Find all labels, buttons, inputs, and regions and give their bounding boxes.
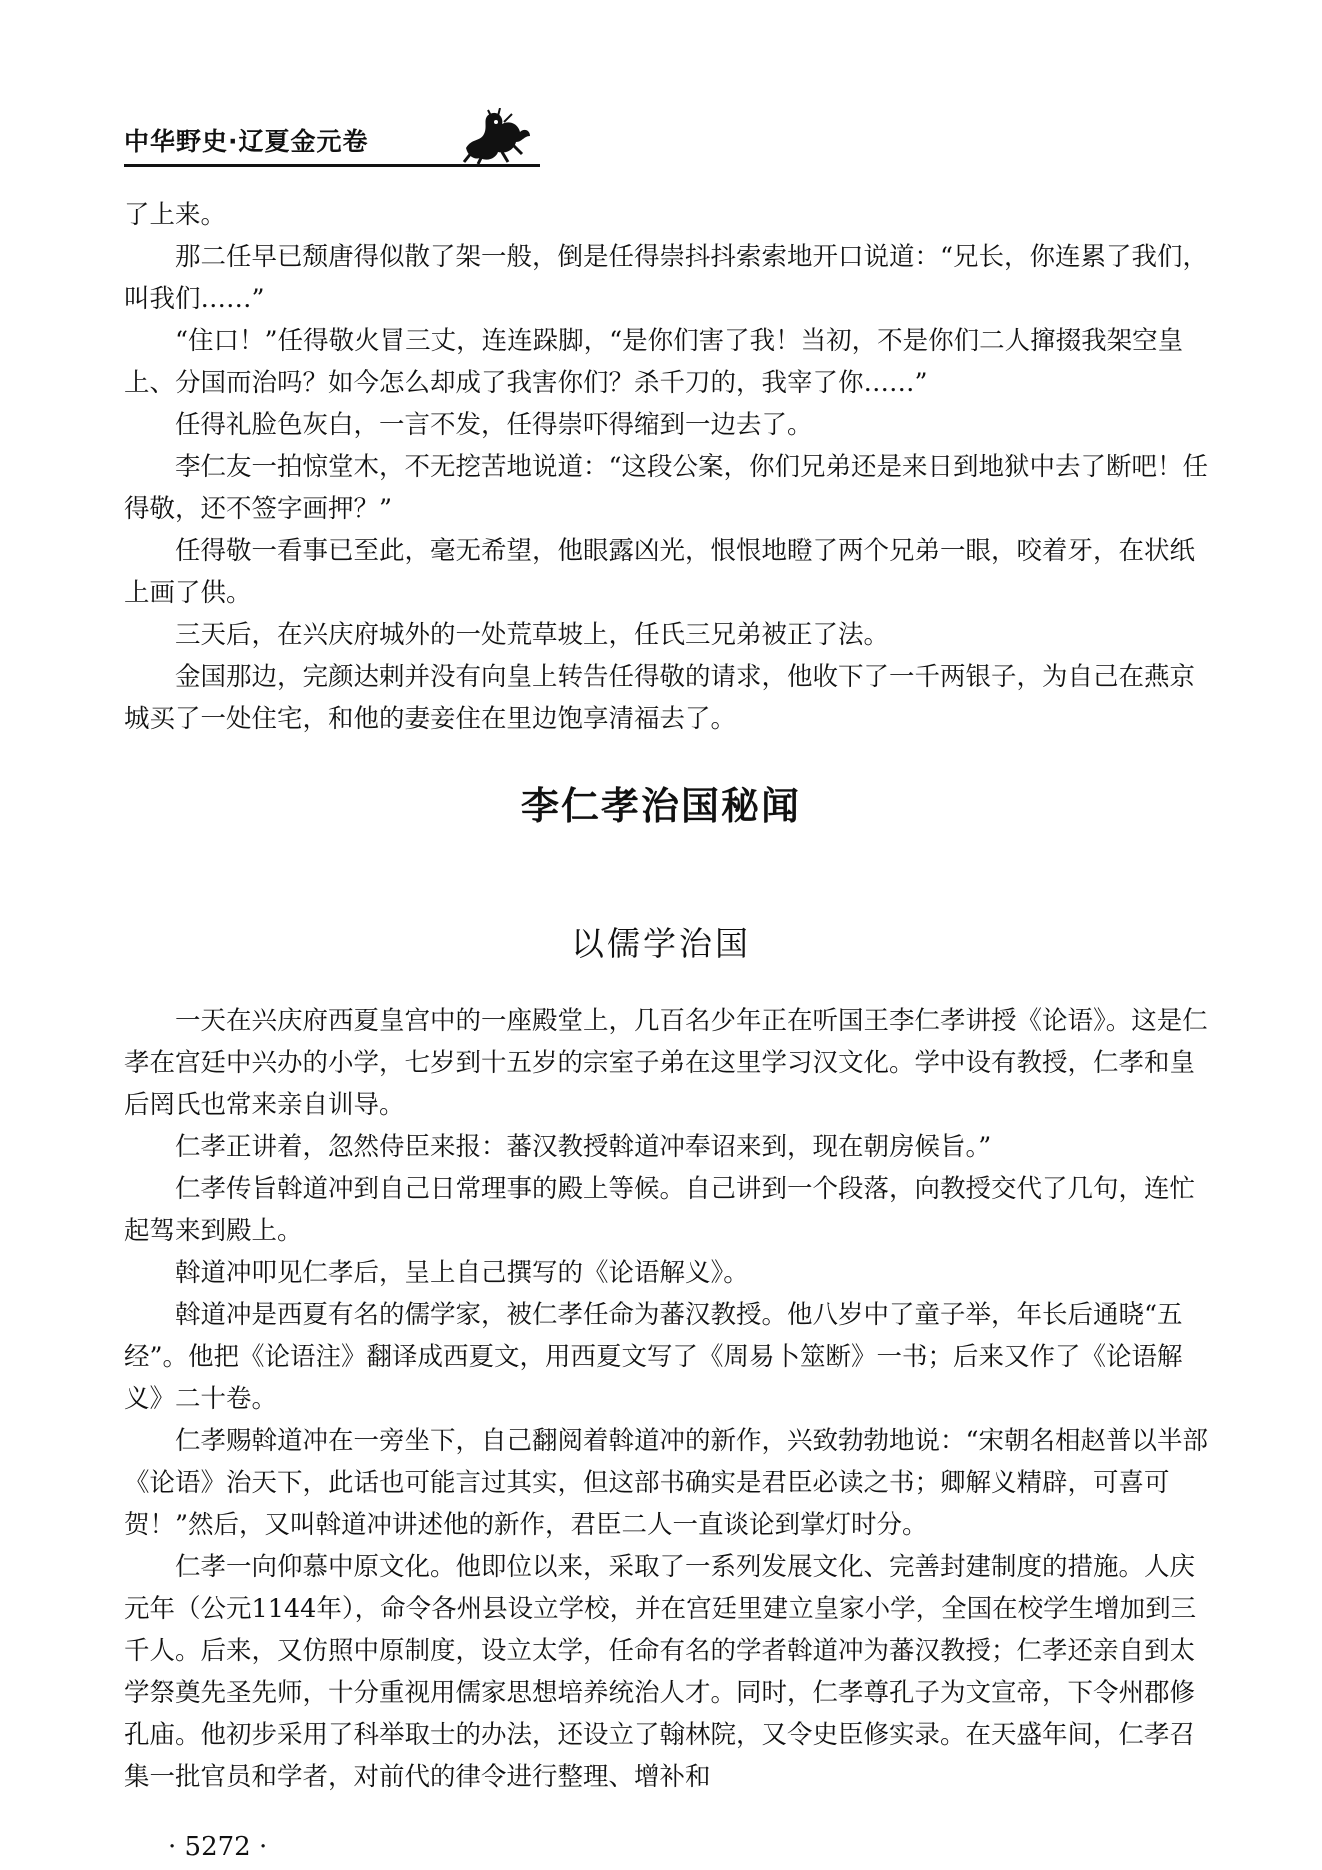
header-rule (124, 164, 540, 167)
dragon-icon (458, 108, 534, 164)
paragraph: 仁孝赐斡道冲在一旁坐下，自己翻阅着斡道冲的新作，兴致勃勃地说：“宋朝名相赵普以半部《论语》治天下，此话也可能言过其实，但这部书确实是君臣必读之书；卿解义精辟，可喜可贺！”然后，又叫斡道冲讲述他的新作，君臣二人一直谈论到掌灯时分。 (124, 1426, 1209, 1540)
body-text-top (124, 194, 1210, 740)
section-title: 李仁孝治国秘闻 (520, 784, 801, 828)
paragraph: 任得敬一看事已至此，毫无希望，他眼露凶光，恨恨地瞪了两个兄弟一眼，咬着牙，在状纸上画了供。 (124, 536, 1196, 608)
paragraph: 斡道冲是西夏有名的儒学家，被仁孝任命为蕃汉教授。他八岁中了童子举，年长后通晓“五经”。他把《论语注》翻译成西夏文，用西夏文写了《周易卜筮断》一书；后来又作了《论语解义》二十卷。 (124, 1300, 1183, 1414)
paragraph: “住口！”任得敬火冒三丈，连连跺脚，“是你们害了我！当初，不是你们二人撺掇我架空皇上、分国而治吗？如今怎么却成了我害你们？杀千刀的，我宰了你……” (124, 326, 1184, 398)
header-title: 中华野史·辽夏金元卷 (124, 127, 369, 156)
paragraph: 金国那边，完颜达剌并没有向皇上转告任得敬的请求，他收下了一千两银子，为自己在燕京城买了一处住宅，和他的妻妾住在里边饱享清福去了。 (124, 662, 1196, 734)
paragraph: 了上来。 (124, 200, 227, 230)
paragraph: 一天在兴庆府西夏皇宫中的一座殿堂上，几百名少年正在听国王李仁孝讲授《论语》。这是仁孝在宫廷中兴办的小学，七岁到十五岁的宗室子弟在这里学习汉文化。学中设有教授，仁孝和皇后罔氏也常来亲自训导。 (124, 1006, 1208, 1120)
running-header (124, 108, 540, 164)
paragraph: 斡道冲叩见仁孝后，呈上自己撰写的《论语解义》。 (175, 1258, 749, 1288)
paragraph: 仁孝正讲着，忽然侍臣来报：蕃汉教授斡道冲奉诏来到，现在朝房候旨。” (175, 1132, 992, 1162)
subsection-title: 以儒学治国 (571, 924, 751, 963)
paragraph: 三天后，在兴庆府城外的一处荒草坡上，任氏三兄弟被正了法。 (175, 620, 890, 650)
paragraph: 李仁友一拍惊堂木，不无挖苦地说道：“这段公案，你们兄弟还是来日到地狱中去了断吧！任得敬，还不签字画押？” (124, 452, 1209, 524)
paragraph: 那二任早已颓唐得似散了架一般，倒是任得崇抖抖索索地开口说道：“兄长，你连累了我们，叫我们……” (124, 242, 1209, 314)
paragraph: 任得礼脸色灰白，一言不发，任得崇吓得缩到一边去了。 (175, 410, 813, 440)
paragraph: 仁孝传旨斡道冲到自己日常理事的殿上等候。自己讲到一个段落，向教授交代了几句，连忙起驾来到殿上。 (124, 1174, 1196, 1246)
body-text-bottom (124, 1000, 1210, 1798)
paragraph: 仁孝一向仰慕中原文化。他即位以来，采取了一系列发展文化、完善封建制度的措施。人庆元年（公元1144年），命令各州县设立学校，并在宫廷里建立皇家小学，全国在校学生增加到三千人。后来，又仿照中原制度，设立太学，任命有名的学者斡道冲为蕃汉教授；仁孝还亲自到太学祭奠先圣先师，十分重视用儒家思想培养统治人才。同时，仁孝尊孔子为文宣帝，下令州郡修孔庙。他初步采用了科举取士的办法，还设立了翰林院，又令史臣修实录。在天盛年间，仁孝召集一批官员和学者，对前代的律令进行整理、增补和 (124, 1552, 1197, 1792)
page-number: · 5272 · (168, 1832, 268, 1862)
